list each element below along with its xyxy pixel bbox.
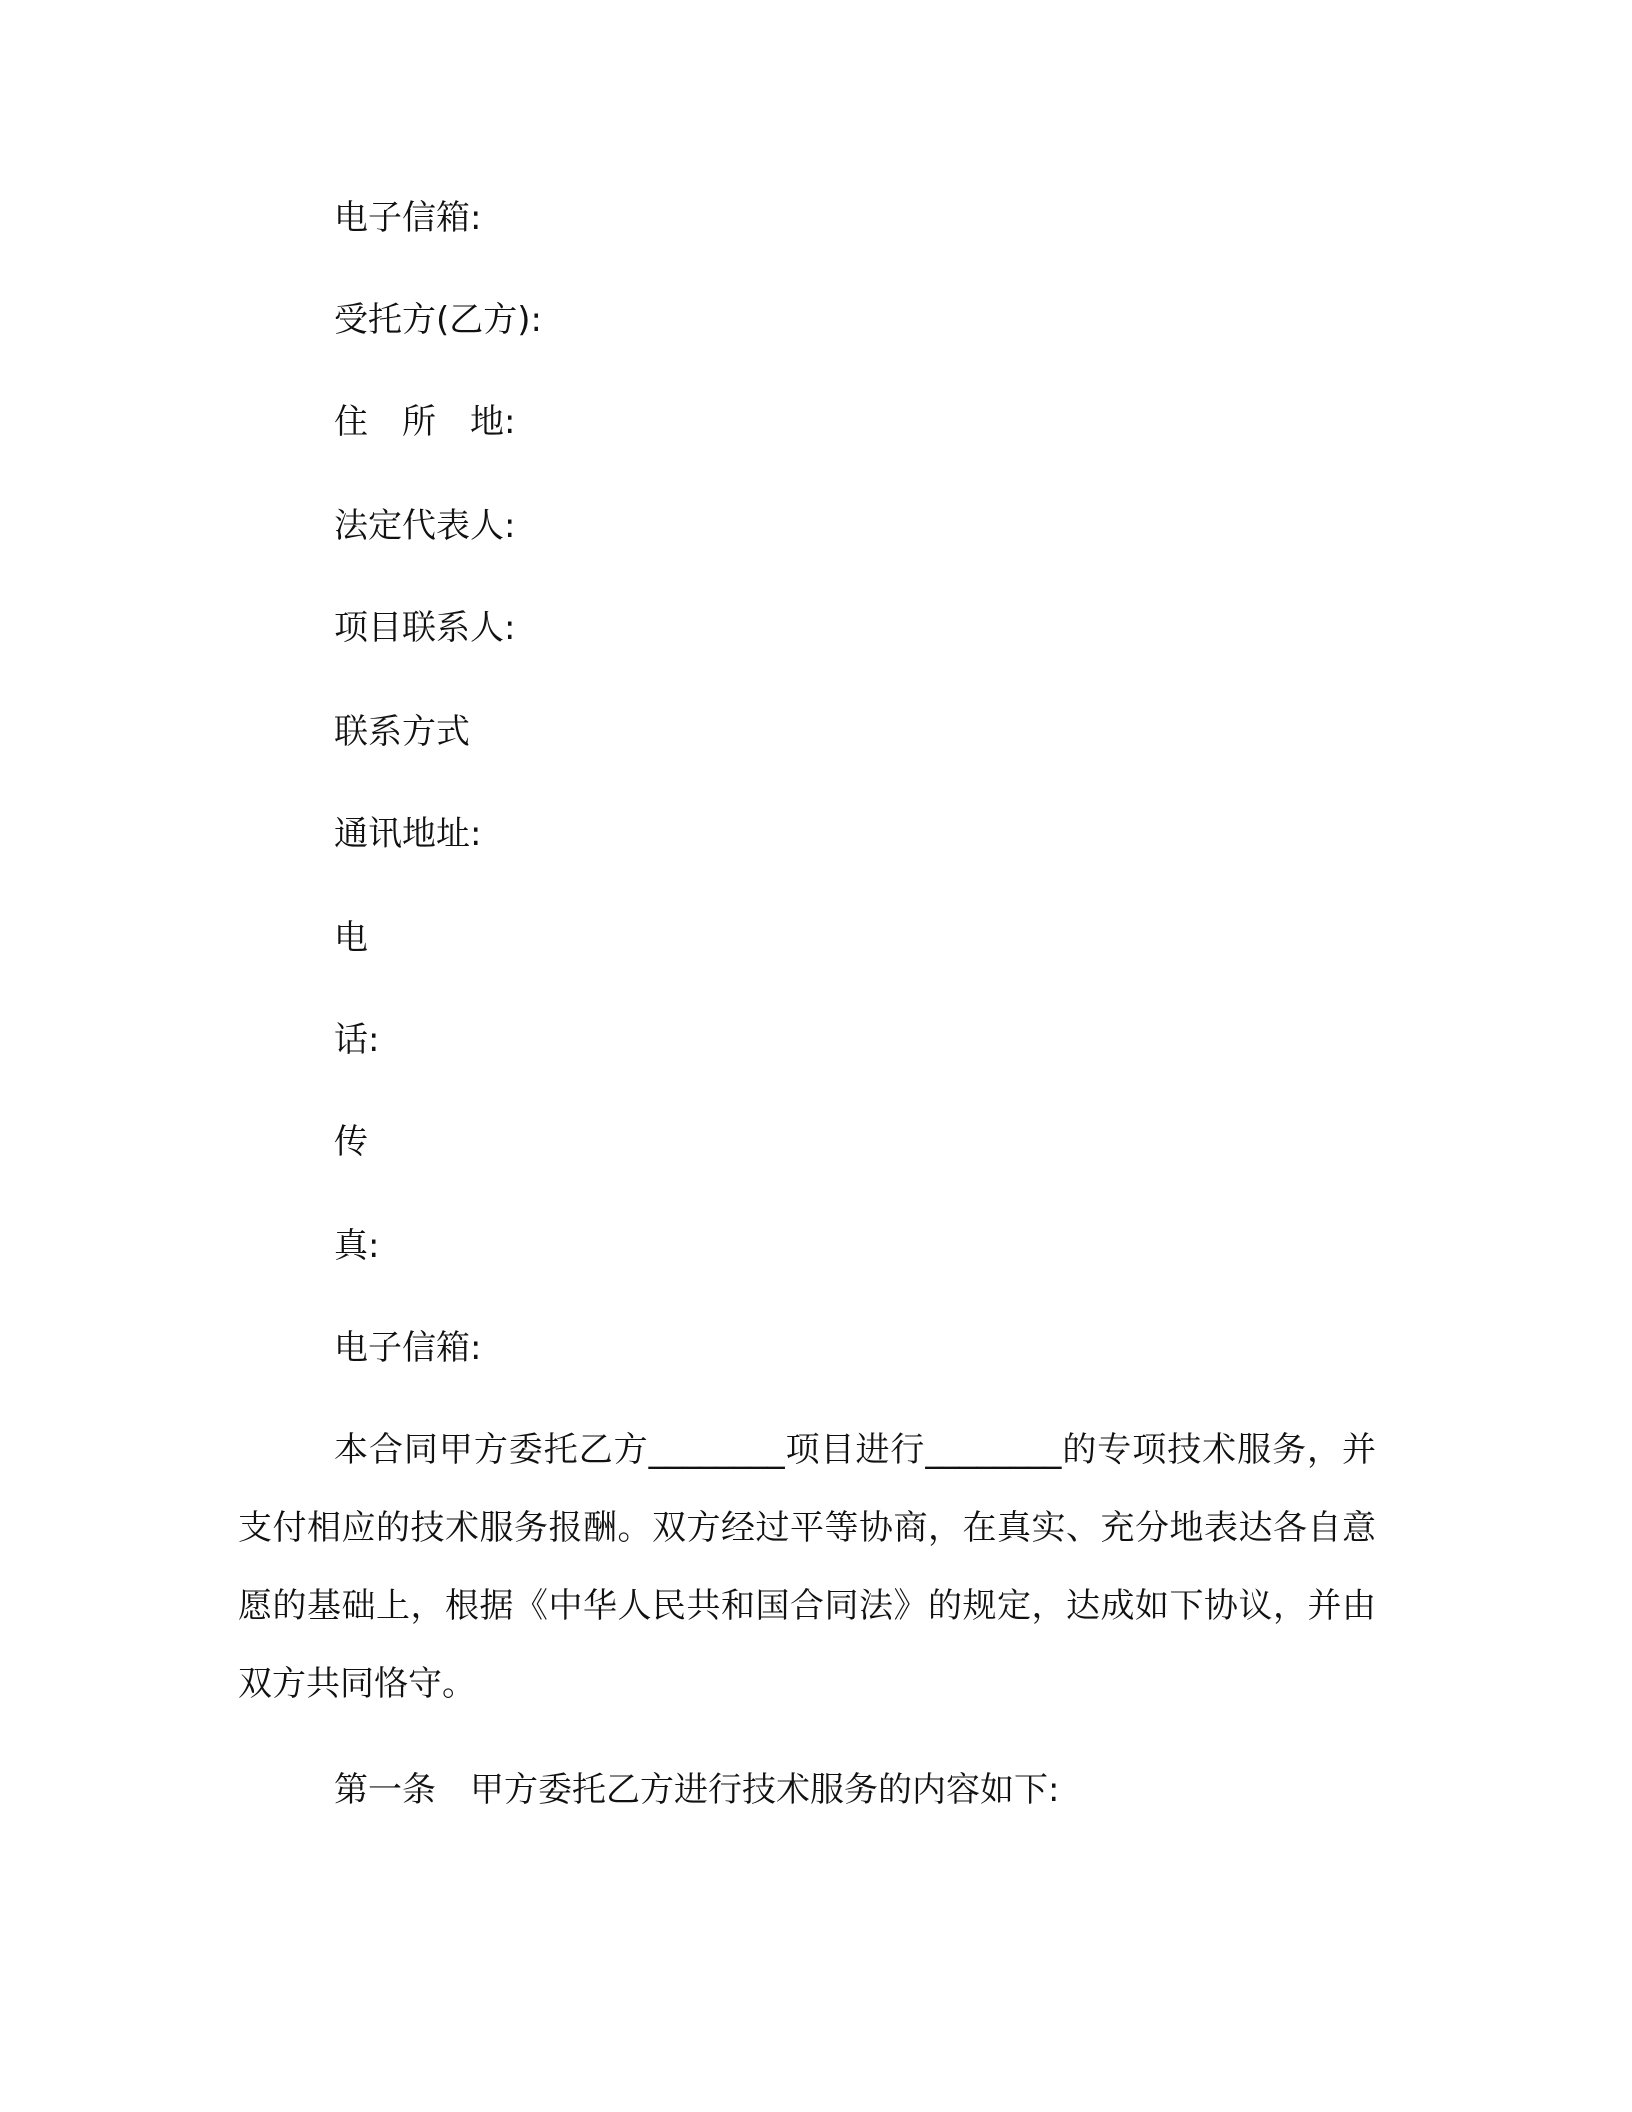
- preamble-paragraph: 本合同甲方委托乙方________项目进行________的专项技术服务，并支付相应的技术服务报酬。双方经过平等协商，在真实、充分地表达各自意愿的基础上，根据《中华人民共和国合同法》的规定，达成如下协议，并由双方共同恪守。: [238, 1430, 1376, 1704]
- client-email-label: 电子信箱:: [334, 198, 482, 238]
- phone-label-part1: 电: [334, 918, 368, 958]
- project-contact-label: 项目联系人:: [334, 608, 516, 648]
- legal-representative-label: 法定代表人:: [334, 506, 516, 546]
- article-1-heading: 第一条 甲方委托乙方进行技术服务的内容如下:: [334, 1770, 1060, 1810]
- contact-method-label: 联系方式: [334, 712, 470, 752]
- fax-label-part2: 真:: [334, 1226, 380, 1266]
- address-label: 住 所 地:: [334, 402, 516, 442]
- mailing-address-label: 通讯地址:: [334, 814, 482, 854]
- contractor-email-label: 电子信箱:: [334, 1328, 482, 1368]
- contractor-label: 受托方(乙方):: [334, 300, 542, 340]
- phone-label-part2: 话:: [334, 1020, 380, 1060]
- fax-label-part1: 传: [334, 1122, 368, 1162]
